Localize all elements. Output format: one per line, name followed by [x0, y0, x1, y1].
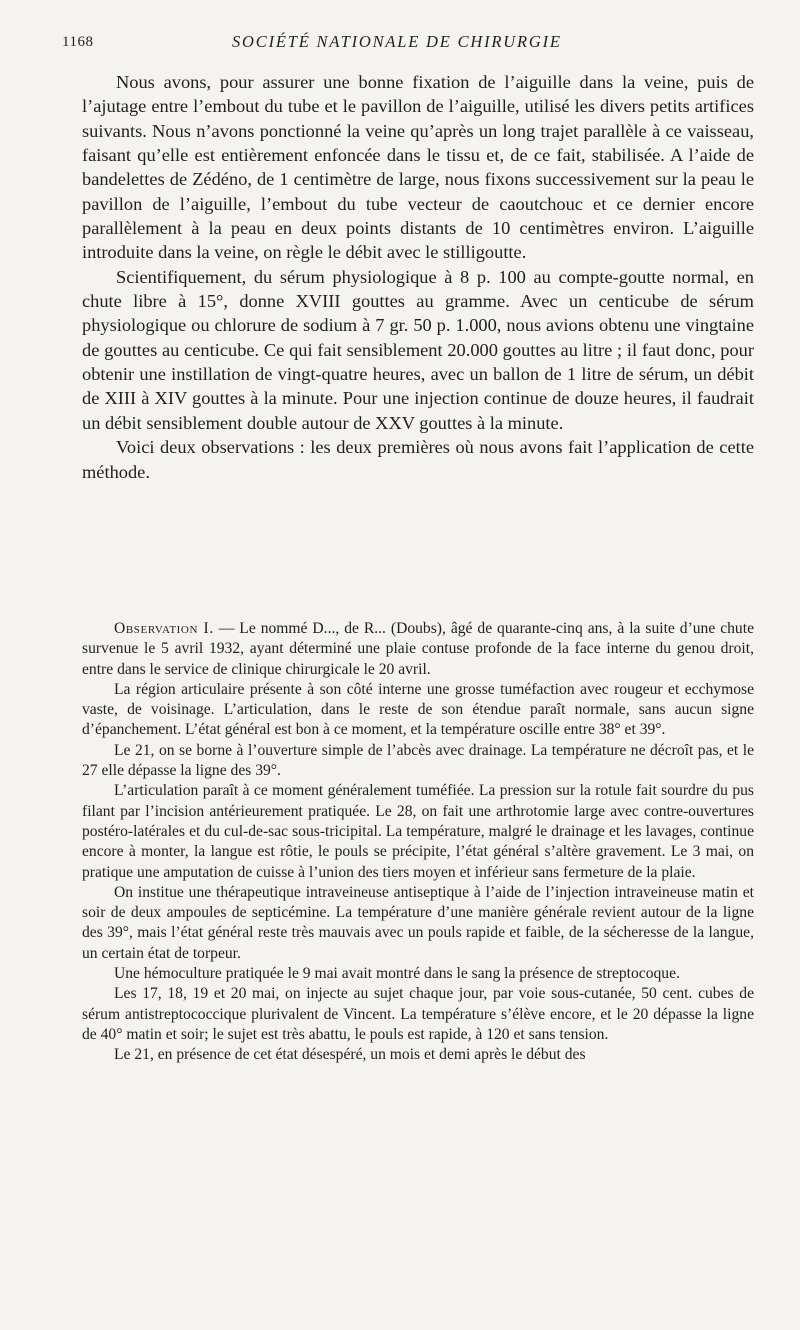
running-head [62, 30, 754, 54]
observation-paragraph: Une hémoculture pratiquée le 9 mai avait montré dans le sang la présence de streptocoque. [114, 965, 680, 983]
observation-paragraph: On institue une thérapeutique intraveineuse antiseptique à l’aide de l’injection intraveineuse matin et soir de deux ampoules de septicémine. La température d’une manière générale revient autour de la ligne des 39°, mais l’état général reste très mauvais avec un pouls rapide et faible, de la sécheresse de la langue, un certain état de torpeur. [82, 883, 754, 962]
paragraph: Scientifiquement, du sérum physiologique à 8 p. 100 au compte-goutte normal, en chute libre à 15°, donne XVIII gouttes au gramme. Avec un centicube de sérum physiologique ou chlorure de sodium à 7 gr. 50 p. 1.000, nous avions obtenu une vingtaine de gouttes au centicube. Ce qui fait sensiblement 20.000 gouttes au litre ; il faut donc, pour obtenir une instillation de vingt-quatre heures, avec un ballon de 1 litre de sérum, un débit de XIII à XIV gouttes à la minute. Pour une injection continue de douze heures, il faudrait un débit sensiblement double autour de XXV gouttes à la minute. [82, 266, 754, 433]
paragraph: Nous avons, pour assurer une bonne fixation de l’aiguille dans la veine, puis de l’ajutage entre l’embout du tube et le pavillon de l’aiguille, utilisé les divers petits artifices suivants. Nous n’avons ponctionné la veine qu’après un long trajet parallèle à ce vaisseau, faisant qu’elle est entièrement enfoncée dans le tissu et, de ce fait, stabilisée. A l’aide de bandelettes de Zédéno, de 1 centimètre de large, nous fixons successivement sur la peau le pavillon de l’aiguille, l’embout du tube vecteur de caoutchouc et ce dernier encore parallèlement à la peau en deux points distants de 10 centimètres environ. L’aiguille introduite dans la veine, on règle le débit avec le stilligoutte. [82, 72, 754, 263]
journal-title: SOCIÉTÉ NATIONALE DE CHIRURGIE [232, 32, 562, 51]
main-text [82, 70, 754, 484]
page-number: 1168 [62, 34, 94, 50]
observation-paragraph: Le 21, en présence de cet état désespéré, un mois et demi après le début des [114, 1046, 586, 1064]
observation-paragraph: Les 17, 18, 19 et 20 mai, on injecte au sujet chaque jour, par voie sous-cutanée, 50 cent. cubes de sérum antistreptococcique plurivalent de Vincent. La température s’élève encore, et le 20 dépasse la ligne de 40° matin et soir; le sujet est très abattu, le pouls est rapide, à 120 et sans tension. [82, 985, 754, 1043]
observation-paragraph: L’articulation paraît à ce moment généralement tuméfiée. La pression sur la rotule fait sourdre du pus filant par l’incision antérieurement pratiquée. Le 28, on fait une arthrotomie large avec contre-ouvertures postéro-latérales et du cul-de-sac sous-tricipital. La température, malgré le drainage et les lavages, continue encore à monter, la langue est rôtie, le pouls se précipite, l’état général s’altère gravement. Le 3 mai, on pratique une amputation de cuisse à l’union des tiers moyen et inférieur sans fermeture de la plaie. [82, 782, 754, 881]
paragraph: Voici deux observations : les deux premières où nous avons fait l’application de cette méthode. [82, 437, 754, 482]
observation-intro [82, 619, 754, 680]
observation-paragraph: Le 21, on se borne à l’ouverture simple de l’abcès avec drainage. La température ne décroît pas, et le 27 elle dépasse la ligne des 39°. [82, 741, 754, 780]
observation-paragraph: La région articulaire présente à son côté interne une grosse tuméfaction avec rougeur et ecchymose vaste, de voisinage. L’articulation, dans le reste de son étendue paraît normale, sans aucun signe d’épanchement. L’état général est bon à ce moment, et la température oscille entre 38° et 39°. [82, 680, 754, 739]
observation-intro-text: — Le nommé D..., de R... (Doubs), âgé de quarante-cinq ans, à la suite d’une chute survenue le 5 avril 1932, ayant déterminé une plaie contuse profonde de la face interne du genou droit, entre dans le service de clinique chirurgicale le 20 avril. [82, 620, 754, 678]
observation-label: Observation I. [114, 620, 214, 637]
observation-section [82, 619, 754, 1066]
